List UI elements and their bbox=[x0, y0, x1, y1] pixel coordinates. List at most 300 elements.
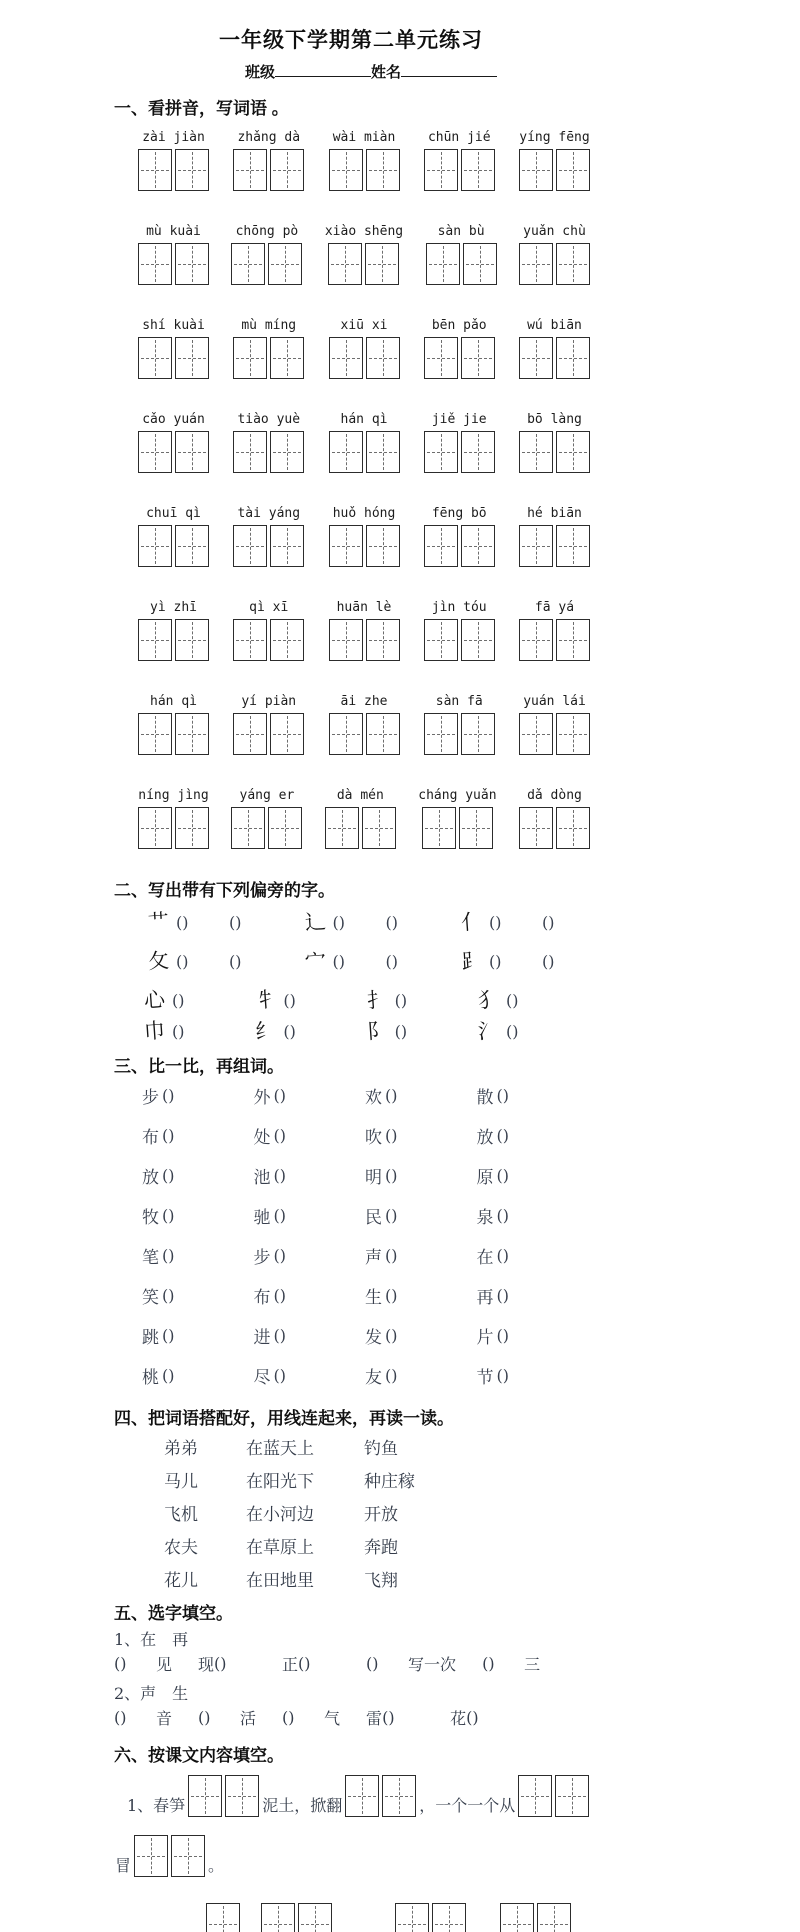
compare-word-cell bbox=[142, 1244, 254, 1266]
pinyin-label: qì xī bbox=[249, 600, 289, 615]
writing-box bbox=[233, 431, 267, 473]
compare-words-row bbox=[142, 1204, 588, 1226]
pinyin-label: jiě jie bbox=[431, 412, 487, 427]
writing-box bbox=[134, 1835, 168, 1877]
character-label: 池 bbox=[253, 1167, 271, 1188]
compare-word-cell bbox=[142, 1204, 254, 1226]
writing-box-pair bbox=[519, 149, 590, 191]
fill-line bbox=[114, 1835, 588, 1877]
writing-box bbox=[424, 525, 458, 567]
character-label: 步 bbox=[253, 1247, 271, 1268]
section4-heading: 四、把词语搭配好，用线连起来，再读一读。 bbox=[114, 1409, 454, 1428]
pinyin-word-group bbox=[424, 688, 495, 755]
fill-text: 见 bbox=[156, 1654, 173, 1674]
writing-box-group bbox=[500, 1903, 571, 1932]
writing-box-pair bbox=[424, 619, 495, 661]
character-label: 泉 bbox=[476, 1207, 494, 1228]
writing-box-pair bbox=[329, 713, 400, 755]
pinyin-word-group bbox=[418, 782, 496, 849]
writing-box-pair bbox=[233, 619, 304, 661]
character-label: 节 bbox=[476, 1367, 494, 1388]
pinyin-word-group bbox=[138, 782, 209, 849]
matching-item: 开放 bbox=[364, 1505, 398, 1525]
answer-blank: () bbox=[505, 1021, 519, 1041]
pinyin-word-group bbox=[424, 124, 495, 191]
writing-box-pair bbox=[329, 337, 400, 379]
pinyin-row bbox=[138, 406, 590, 473]
writing-box bbox=[225, 1775, 259, 1817]
writing-box-group bbox=[206, 1903, 240, 1932]
answer-blank: () bbox=[162, 1325, 175, 1345]
answer-blank: () bbox=[114, 1653, 127, 1673]
character-label: 外 bbox=[253, 1087, 271, 1108]
pinyin-word-group bbox=[519, 594, 590, 661]
compare-word-cell bbox=[142, 1164, 254, 1186]
radical-group bbox=[303, 948, 432, 974]
answer-blank: () bbox=[298, 1653, 311, 1673]
pinyin-label: mù kuài bbox=[146, 224, 201, 239]
answer-blank: () bbox=[273, 1125, 286, 1145]
writing-box bbox=[366, 713, 400, 755]
section1-heading: 一、看拼音，写词语 。 bbox=[114, 99, 289, 118]
writing-box bbox=[138, 713, 172, 755]
writing-box bbox=[175, 619, 209, 661]
writing-box bbox=[366, 149, 400, 191]
answer-blank: () bbox=[273, 1285, 286, 1305]
character-label: 生 bbox=[365, 1287, 382, 1308]
character-label: 明 bbox=[365, 1167, 382, 1188]
writing-box bbox=[366, 431, 400, 473]
pinyin-word-group bbox=[233, 688, 304, 755]
writing-box bbox=[537, 1903, 571, 1932]
student-info-line bbox=[134, 61, 608, 82]
writing-box-pair bbox=[325, 807, 396, 849]
answer-blank: () bbox=[214, 1653, 227, 1673]
writing-box bbox=[175, 431, 209, 473]
pinyin-label: yì zhī bbox=[150, 600, 197, 615]
pinyin-word-group bbox=[424, 312, 495, 379]
writing-box bbox=[366, 525, 400, 567]
writing-box bbox=[171, 1835, 205, 1877]
pinyin-label: chūn jié bbox=[427, 130, 491, 145]
matching-item: 花儿 bbox=[164, 1571, 198, 1591]
character-label: 声 bbox=[365, 1247, 382, 1268]
writing-box bbox=[138, 431, 172, 473]
radical-group bbox=[460, 909, 588, 935]
writing-box bbox=[175, 525, 209, 567]
answer-blank: () bbox=[162, 1285, 175, 1305]
spacer bbox=[340, 1663, 366, 1664]
pinyin-word-group bbox=[426, 218, 497, 285]
answer-blank: () bbox=[273, 1165, 286, 1185]
writing-box bbox=[329, 525, 363, 567]
answer-blank: () bbox=[273, 1325, 286, 1345]
matching-item: 马儿 bbox=[164, 1472, 198, 1492]
pinyin-label: yí piàn bbox=[241, 694, 297, 709]
pinyin-label: zài jiàn bbox=[142, 130, 205, 145]
writing-box bbox=[329, 337, 363, 379]
writing-box bbox=[556, 149, 590, 191]
character-label: 处 bbox=[253, 1127, 271, 1148]
fill-text: 活 bbox=[240, 1708, 257, 1728]
writing-box-pair bbox=[519, 431, 590, 473]
section5-heading: 五、选字填空。 bbox=[114, 1604, 233, 1623]
character-label: 在 bbox=[476, 1247, 494, 1268]
character-label: 桃 bbox=[142, 1367, 159, 1388]
character-label: 欢 bbox=[365, 1087, 382, 1108]
pinyin-label: fēng bō bbox=[431, 506, 487, 521]
matching-item: 飞机 bbox=[164, 1505, 198, 1525]
fill-from-text-exercise bbox=[114, 1775, 588, 1877]
answer-blank: () bbox=[385, 912, 398, 932]
answer-blank: () bbox=[505, 990, 519, 1010]
compare-word-cell bbox=[477, 1284, 589, 1306]
writing-box bbox=[345, 1775, 379, 1817]
answer-blank: () bbox=[496, 1085, 509, 1105]
writing-box bbox=[138, 525, 172, 567]
answer-blank: () bbox=[385, 1325, 398, 1345]
compare-words-exercise bbox=[114, 1084, 588, 1386]
writing-box-pair bbox=[231, 243, 302, 285]
fill-text: 雷 bbox=[366, 1708, 383, 1728]
writing-box bbox=[233, 525, 267, 567]
radical-label: 牜 bbox=[254, 987, 278, 1013]
writing-box bbox=[138, 149, 172, 191]
pinyin-row bbox=[138, 218, 590, 285]
compare-word-cell bbox=[365, 1124, 477, 1146]
compare-word-cell bbox=[477, 1124, 589, 1146]
writing-box-pair bbox=[424, 713, 495, 755]
pinyin-label: bō làng bbox=[527, 412, 582, 427]
writing-box bbox=[325, 807, 359, 849]
worksheet-content bbox=[114, 0, 588, 1877]
answer-blank: () bbox=[273, 1365, 286, 1385]
choice-fill-line bbox=[114, 1651, 588, 1675]
writing-box-pair bbox=[134, 1835, 205, 1877]
writing-box bbox=[175, 713, 209, 755]
pinyin-word-group bbox=[138, 312, 209, 379]
writing-box bbox=[175, 149, 209, 191]
pinyin-label: xiào shēng bbox=[324, 224, 404, 239]
writing-box bbox=[175, 337, 209, 379]
pinyin-label: wài miàn bbox=[332, 130, 396, 145]
writing-box bbox=[328, 243, 362, 285]
pinyin-word-group bbox=[325, 782, 396, 849]
writing-box bbox=[556, 337, 590, 379]
writing-box bbox=[233, 713, 267, 755]
spacer bbox=[340, 1717, 366, 1718]
writing-box bbox=[424, 431, 458, 473]
writing-box bbox=[519, 337, 553, 379]
fill-text: ，一个一个从 bbox=[419, 1795, 516, 1815]
compare-words-row bbox=[142, 1164, 588, 1186]
pinyin-label: chōng pò bbox=[235, 224, 299, 239]
answer-blank: () bbox=[542, 951, 555, 971]
answer-blank: () bbox=[273, 1205, 286, 1225]
pinyin-word-group bbox=[325, 218, 403, 285]
writing-box bbox=[555, 1775, 589, 1817]
writing-box bbox=[138, 619, 172, 661]
bottom-writing-boxes-row bbox=[114, 1903, 571, 1932]
spacer bbox=[256, 1663, 282, 1664]
class-field-label: 班级 bbox=[244, 64, 275, 81]
compare-word-cell bbox=[254, 1164, 366, 1186]
compare-word-cell bbox=[365, 1204, 477, 1226]
writing-box-pair bbox=[138, 243, 209, 285]
writing-box bbox=[461, 149, 495, 191]
character-label: 驰 bbox=[253, 1207, 271, 1228]
pinyin-label: hán qì bbox=[340, 412, 388, 427]
radical-group bbox=[365, 987, 441, 1013]
writing-box-pair bbox=[424, 149, 495, 191]
writing-box-pair bbox=[519, 713, 590, 755]
writing-box bbox=[329, 149, 363, 191]
character-label: 散 bbox=[476, 1087, 494, 1108]
pinyin-word-group bbox=[138, 124, 209, 191]
answer-blank: () bbox=[229, 912, 242, 932]
pinyin-word-group bbox=[424, 406, 495, 473]
radical-group bbox=[460, 948, 588, 974]
writing-box bbox=[556, 525, 590, 567]
writing-box-group bbox=[261, 1903, 332, 1932]
writing-box bbox=[138, 243, 172, 285]
compare-word-cell bbox=[254, 1364, 366, 1386]
writing-box bbox=[556, 243, 590, 285]
writing-box bbox=[519, 149, 553, 191]
radical-label: 氵 bbox=[477, 1018, 500, 1044]
writing-box bbox=[395, 1903, 429, 1932]
fill-text: 泥土，掀翻 bbox=[262, 1795, 343, 1815]
pinyin-word-group bbox=[329, 500, 400, 567]
pinyin-label: wú biān bbox=[527, 318, 582, 333]
radical-label: 宀 bbox=[303, 948, 327, 974]
pinyin-row bbox=[138, 500, 590, 567]
compare-word-cell bbox=[254, 1284, 366, 1306]
pinyin-label: cǎo yuán bbox=[142, 412, 205, 427]
matching-row bbox=[114, 1566, 588, 1591]
pinyin-label: dǎ dòng bbox=[527, 788, 582, 803]
writing-box-pair bbox=[519, 243, 590, 285]
matching-row bbox=[114, 1500, 588, 1525]
pinyin-word-group bbox=[519, 312, 590, 379]
writing-box-pair bbox=[329, 525, 400, 567]
writing-box bbox=[424, 619, 458, 661]
writing-box-pair bbox=[424, 431, 495, 473]
pinyin-word-group bbox=[138, 218, 209, 285]
radical-label: 攵 bbox=[147, 948, 170, 974]
pinyin-row bbox=[138, 782, 590, 849]
pinyin-label: zhǎng dà bbox=[237, 130, 301, 145]
writing-box-pair bbox=[328, 243, 399, 285]
matching-item: 奔跑 bbox=[364, 1538, 398, 1558]
radical-group bbox=[303, 909, 432, 935]
pinyin-label: sàn fā bbox=[435, 694, 483, 709]
answer-blank: () bbox=[385, 1085, 398, 1105]
section3-heading: 三、比一比，再组词。 bbox=[114, 1057, 284, 1076]
compare-word-cell bbox=[365, 1084, 477, 1106]
compare-word-cell bbox=[142, 1364, 254, 1386]
pinyin-label: tài yáng bbox=[237, 506, 301, 521]
answer-blank: () bbox=[198, 1707, 211, 1727]
writing-box bbox=[329, 619, 363, 661]
answer-blank: () bbox=[162, 1245, 175, 1265]
writing-box-group bbox=[395, 1903, 466, 1932]
writing-box bbox=[382, 1775, 416, 1817]
writing-box bbox=[366, 619, 400, 661]
writing-box bbox=[270, 713, 304, 755]
section2-heading: 二、写出带有下列偏旁的字。 bbox=[114, 881, 335, 900]
writing-box-pair bbox=[329, 431, 400, 473]
compare-word-cell bbox=[142, 1124, 254, 1146]
writing-box bbox=[329, 713, 363, 755]
answer-blank: () bbox=[273, 1245, 286, 1265]
writing-box bbox=[233, 619, 267, 661]
writing-box-pair bbox=[519, 619, 590, 661]
pinyin-label: níng jìng bbox=[138, 788, 209, 803]
character-label: 跳 bbox=[142, 1327, 159, 1348]
writing-box bbox=[233, 149, 267, 191]
writing-box-pair bbox=[231, 807, 302, 849]
radical-row bbox=[143, 1018, 552, 1044]
character-label: 吹 bbox=[365, 1127, 382, 1148]
answer-blank: () bbox=[162, 1165, 175, 1185]
pinyin-row bbox=[138, 124, 590, 191]
pinyin-word-group bbox=[138, 688, 209, 755]
writing-box bbox=[519, 713, 553, 755]
character-label: 牧 bbox=[142, 1207, 159, 1228]
pinyin-row bbox=[138, 594, 590, 661]
page-title: 一年级下学期第二单元练习 bbox=[219, 29, 483, 52]
matching-row bbox=[114, 1533, 588, 1558]
answer-blank: () bbox=[382, 1707, 395, 1727]
radical-label: 艹 bbox=[147, 909, 170, 935]
pinyin-label: yuǎn chù bbox=[523, 224, 586, 239]
answer-blank: () bbox=[283, 1021, 296, 1041]
pinyin-word-group bbox=[519, 500, 590, 567]
writing-box bbox=[500, 1903, 534, 1932]
radical-exercise bbox=[114, 909, 588, 1044]
writing-box-pair bbox=[519, 525, 590, 567]
compare-words-row bbox=[142, 1124, 588, 1146]
writing-box bbox=[461, 619, 495, 661]
writing-box bbox=[424, 337, 458, 379]
character-label: 片 bbox=[476, 1327, 494, 1348]
pinyin-word-group bbox=[138, 500, 209, 567]
writing-box bbox=[432, 1903, 466, 1932]
compare-word-cell bbox=[254, 1204, 366, 1226]
pinyin-label: yuán lái bbox=[523, 694, 586, 709]
answer-blank: () bbox=[273, 1085, 286, 1105]
writing-box-pair bbox=[233, 431, 304, 473]
compare-word-cell bbox=[477, 1244, 589, 1266]
radical-group bbox=[254, 987, 329, 1013]
class-underline bbox=[275, 61, 371, 77]
writing-box bbox=[175, 807, 209, 849]
radical-label: 心 bbox=[143, 987, 166, 1013]
pinyin-label: chuī qì bbox=[146, 506, 201, 521]
compare-words-row bbox=[142, 1324, 588, 1346]
writing-box-pair bbox=[138, 431, 209, 473]
pinyin-word-group bbox=[424, 500, 495, 567]
character-label: 笔 bbox=[142, 1247, 159, 1268]
pinyin-label: fā yá bbox=[534, 600, 575, 615]
name-field-label: 姓名 bbox=[371, 64, 402, 81]
radical-group bbox=[143, 987, 218, 1013]
compare-word-cell bbox=[365, 1324, 477, 1346]
compare-word-cell bbox=[142, 1284, 254, 1306]
radical-group bbox=[477, 1018, 552, 1044]
answer-blank: () bbox=[496, 1325, 509, 1345]
pinyin-word-group bbox=[233, 406, 304, 473]
writing-box bbox=[329, 431, 363, 473]
matching-item: 在蓝天上 bbox=[246, 1439, 314, 1459]
pinyin-word-group bbox=[329, 688, 400, 755]
writing-box-pair bbox=[519, 337, 590, 379]
writing-box-pair bbox=[424, 525, 495, 567]
writing-box bbox=[519, 619, 553, 661]
pinyin-label: tiào yuè bbox=[237, 412, 301, 427]
writing-box-pair bbox=[138, 149, 209, 191]
character-label: 布 bbox=[142, 1127, 159, 1148]
fill-text: 花 bbox=[450, 1708, 467, 1728]
writing-box bbox=[365, 243, 399, 285]
pinyin-row bbox=[138, 312, 590, 379]
fill-text: 写一次 bbox=[408, 1654, 457, 1674]
character-label: 原 bbox=[476, 1167, 494, 1188]
character-label: 进 bbox=[253, 1327, 271, 1348]
pinyin-label: shí kuài bbox=[142, 318, 205, 333]
compare-word-cell bbox=[477, 1164, 589, 1186]
answer-blank: () bbox=[496, 1285, 509, 1305]
radical-label: 纟 bbox=[254, 1018, 278, 1044]
character-label: 发 bbox=[365, 1327, 382, 1348]
answer-blank: () bbox=[176, 951, 189, 971]
pinyin-word-group bbox=[329, 594, 400, 661]
answer-blank: () bbox=[283, 990, 296, 1010]
writing-box-pair bbox=[519, 807, 590, 849]
writing-box-pair bbox=[138, 713, 209, 755]
fill-line bbox=[126, 1775, 588, 1817]
pinyin-label: bēn pǎo bbox=[431, 318, 487, 333]
character-label: 尽 bbox=[253, 1367, 271, 1388]
compare-word-cell bbox=[254, 1084, 366, 1106]
answer-blank: () bbox=[496, 1205, 509, 1225]
pinyin-label: huǒ hóng bbox=[332, 506, 396, 521]
writing-box bbox=[424, 713, 458, 755]
writing-box bbox=[556, 807, 590, 849]
character-label: 布 bbox=[253, 1287, 271, 1308]
writing-box bbox=[175, 243, 209, 285]
answer-blank: () bbox=[172, 990, 185, 1010]
character-label: 友 bbox=[365, 1367, 382, 1388]
writing-box bbox=[298, 1903, 332, 1932]
compare-word-cell bbox=[365, 1244, 477, 1266]
pinyin-word-group bbox=[519, 406, 590, 473]
writing-box bbox=[261, 1903, 295, 1932]
fill-text: 冒 bbox=[115, 1855, 132, 1875]
fill-text: 。 bbox=[208, 1855, 225, 1875]
pinyin-label: jìn tóu bbox=[431, 600, 487, 615]
fill-text: 1、春笋 bbox=[127, 1795, 186, 1815]
compare-words-row bbox=[142, 1364, 588, 1386]
radical-group bbox=[147, 909, 275, 935]
compare-word-cell bbox=[254, 1324, 366, 1346]
compare-word-cell bbox=[477, 1084, 589, 1106]
pinyin-label: yíng fēng bbox=[519, 130, 590, 145]
answer-blank: () bbox=[385, 1365, 398, 1385]
pinyin-label: āi zhe bbox=[340, 694, 388, 709]
fill-text: 现 bbox=[198, 1654, 215, 1674]
